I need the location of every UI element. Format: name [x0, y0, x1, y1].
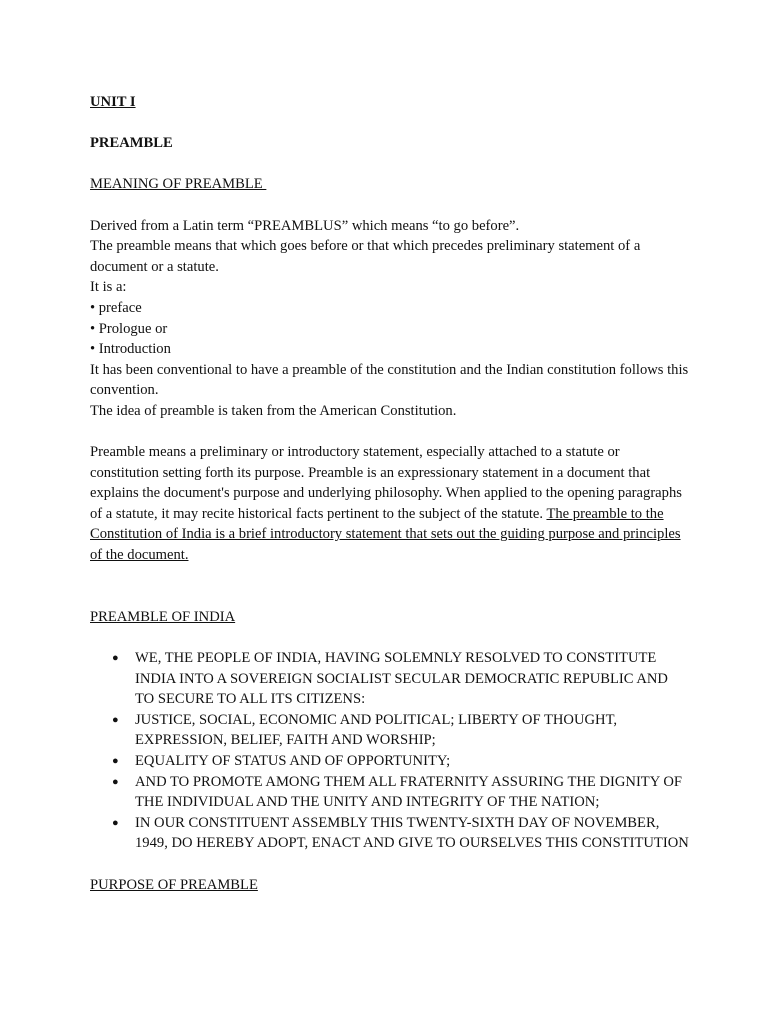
definition-text: Preamble means a preliminary or introductory statement, especially attached to a statute or constitution setting forth its purpose. Preamble is an expressionary statement in a document that explains the document's purpose and underlying philosophy. When applied to the opening paragraphs of a statute, it may recite historical facts pertinent to the subject of the statute. [90, 444, 682, 522]
list-item: ● WE, THE PEOPLE OF INDIA, HAVING SOLEMNLY RESOLVED TO CONSTITUTE INDIA INTO A SOVEREIGN SOCIALIST SECULAR DEMOCRATIC REPUBLIC AND TO SECURE TO ALL ITS CITIZENS: [135, 648, 690, 710]
list-item: • Prologue or [90, 320, 168, 337]
idea-line: The idea of preamble is taken from the American Constitution. [90, 402, 457, 419]
spacer [90, 195, 690, 216]
list-item: ● JUSTICE, SOCIAL, ECONOMIC AND POLITICAL; LIBERTY OF THOUGHT, EXPRESSION, BELIEF, FAITH AND WORSHIP; [135, 710, 690, 751]
spacer [90, 854, 690, 875]
list-item: ● AND TO PROMOTE AMONG THEM ALL FRATERNITY ASSURING THE DIGNITY OF THE INDIVIDUAL AND THE UNITY AND INTEGRITY OF THE NATION; [135, 772, 690, 813]
spacer [90, 422, 690, 443]
document-page [90, 92, 690, 895]
list-item: ● IN OUR CONSTITUENT ASSEMBLY THIS TWENTY-SIXTH DAY OF NOVEMBER, 1949, DO HEREBY ADOPT, ENACT AND GIVE TO OURSELVES THIS CONSTITUTION [135, 813, 690, 854]
it-is-line: It is a: [90, 279, 127, 296]
spacer [90, 113, 690, 134]
list-item: ● EQUALITY OF STATUS AND OF OPPORTUNITY; [135, 751, 690, 772]
conventional-line: It has been conventional to have a preamble of the constitution and the Indian constitution follows this convention. [90, 361, 689, 399]
purpose-heading: PURPOSE OF PREAMBLE [90, 876, 258, 893]
definition-paragraph [90, 442, 690, 566]
meaning-heading: MEANING OF PREAMBLE [90, 176, 267, 193]
spacer [90, 627, 690, 648]
unit-heading: UNIT I [90, 94, 136, 110]
means-line: The preamble means that which goes before or that which precedes preliminary statement of a document or a statute. [90, 238, 641, 275]
spacer [90, 154, 690, 175]
list-item: • preface [90, 299, 142, 316]
preamble-india-heading: PREAMBLE OF INDIA [90, 608, 236, 625]
preamble-india-list [90, 648, 690, 854]
spacer [90, 566, 690, 607]
definition-underlined: The preamble to the Constitution of India is a brief introductory statement that sets out the guiding purpose and principles of the document. [90, 505, 681, 564]
page-title: PREAMBLE [90, 135, 173, 152]
derived-line: Derived from a Latin term “PREAMBLUS” which means “to go before”. [90, 217, 520, 234]
list-item: • Introduction [90, 341, 171, 358]
